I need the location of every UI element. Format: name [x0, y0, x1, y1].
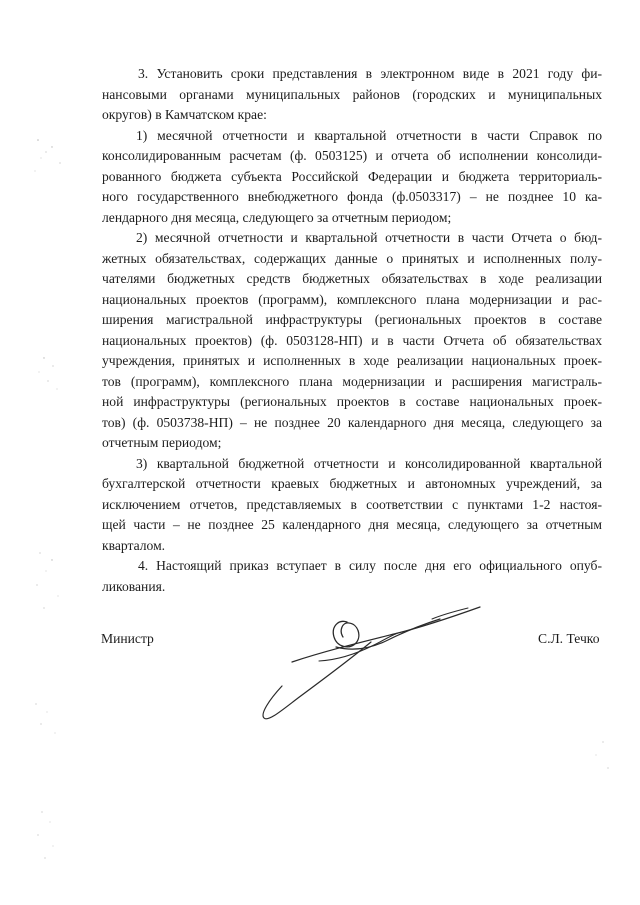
paragraph-item-1 — [102, 126, 602, 229]
text-line: ликования. — [102, 578, 166, 594]
paragraph-item-2 — [102, 228, 602, 454]
text-line: лендарного дня месяца, следующего за отчетным периодом; — [102, 209, 452, 225]
text-line: рованного бюджета субъекта Российской Федерации и бюджета территориаль- — [102, 168, 602, 184]
text-line: щей части – не позднее 25 календарного дня месяца, следующего за отчетным — [102, 517, 602, 532]
text-line: 4. Настоящий приказ вступает в силу после дня его официального опуб- — [138, 558, 602, 573]
text-line: ной инфраструктуры (региональных проектов в составе национальных проек- — [102, 394, 602, 409]
text-line: тов (программ), комплексного плана модернизации и расширения магистраль- — [102, 373, 602, 389]
text-line: округов) в Камчатском крае: — [102, 107, 267, 122]
paragraph-item-3 — [102, 454, 602, 557]
signatory-name: С.Л. Течко — [538, 631, 600, 646]
text-line: ширения магистральной инфраструктуры (региональных проектов в составе — [102, 312, 602, 327]
signatory-title: Министр — [101, 631, 154, 646]
text-line: консолидированным расчетам (ф. 0503125) и отчета об исполнении консолиди- — [102, 148, 602, 163]
text-line: кварталом. — [102, 537, 166, 553]
text-line: нансовыми органами муниципальных районов (городских и муниципальных — [102, 86, 602, 102]
text-line: тов) (ф. 0503738-НП) – не позднее 20 календарного дня месяца, следующего за — [102, 414, 602, 430]
text-line: 3. Установить сроки представления в электронном виде в 2021 году фи- — [138, 66, 602, 81]
text-line: чателями бюджетных средств бюджетных обязательствах в ходе реализации — [102, 271, 602, 286]
text-line: национальных проектов) (ф. 0503128-НП) и в части Отчета об обязательствах — [102, 332, 602, 348]
text-line: 3) квартальной бюджетной отчетности и консолидированной квартальной — [136, 455, 602, 471]
text-line: жетных обязательствах, содержащих данные о принятых и исполненных полу- — [102, 250, 602, 266]
text-line: отчетным периодом; — [102, 435, 222, 450]
paragraph-deadlines-intro — [102, 64, 602, 126]
document-body — [102, 64, 602, 597]
text-line: исключением отчетов, представляемых в соответствии с пунктами 1-2 настоя- — [102, 496, 602, 512]
paragraph-effective-date — [102, 556, 602, 597]
text-line: ного государственного внебюджетного фонда (ф.0503317) – не позднее 10 ка- — [102, 189, 602, 204]
text-line: учреждения, принятых и исполненных в ходе реализации национальных проек- — [102, 353, 602, 368]
text-line: бухгалтерской отчетности краевых бюджетных и автономных учреждений, за — [102, 476, 602, 491]
text-line: 2) месячной отчетности и квартальной отчетности в части Отчета о бюд- — [136, 230, 602, 245]
text-line: 1) месячной отчетности и квартальной отчетности в части Справок по — [136, 127, 602, 143]
text-line: национальных проектов (программ), комплексного плана модернизации и рас- — [102, 291, 602, 307]
